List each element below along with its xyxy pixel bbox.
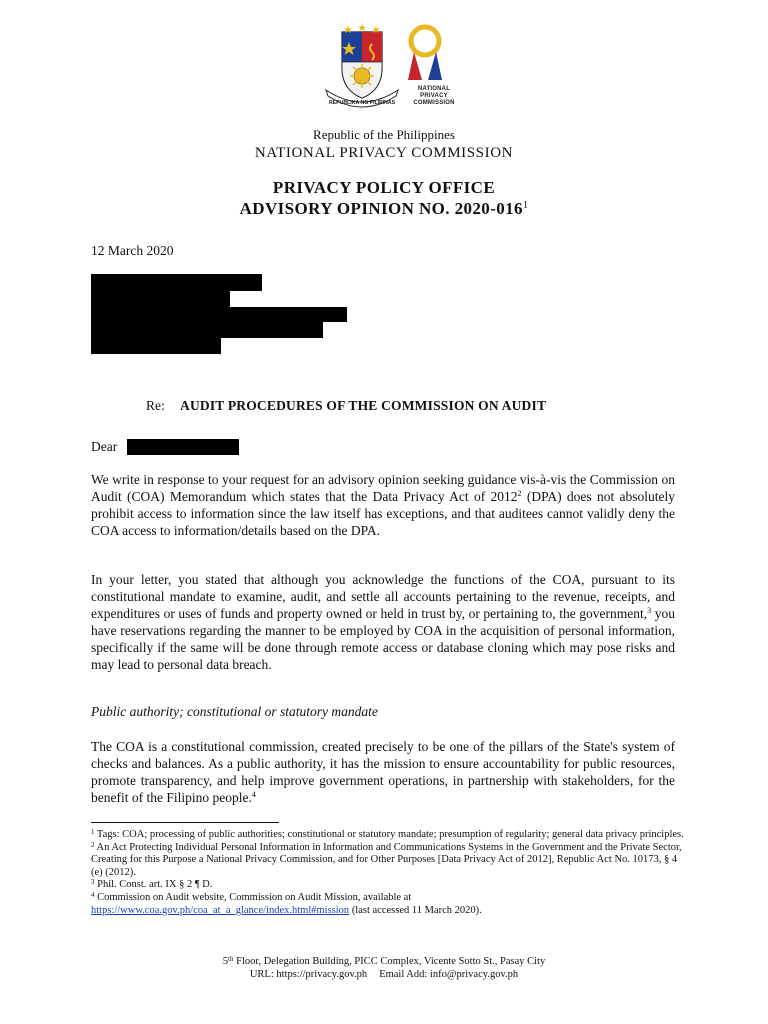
npc-word-2: PRIVACY: [420, 93, 448, 99]
footnote-2-number: 2: [91, 840, 95, 849]
footnote-4: [91, 892, 691, 917]
footnote-2-text: An Act Protecting Individual Personal Information in Information and Communications Systems in the Government and the Private Sector, Creating for this Purpose a National Privacy Commission, and for Other Purposes [Data Privacy Act of 2012], Republic Act No. 10173, § 4 (e) (2012).: [91, 841, 682, 878]
footer-email[interactable]: Email Add: info@privacy.gov.ph: [379, 968, 519, 980]
paragraph-concerns: [91, 571, 675, 673]
footnote-separator: [91, 822, 279, 823]
re-subject: AUDIT PROCEDURES OF THE COMMISSION ON AUDIT: [180, 398, 547, 413]
salutation: [91, 439, 117, 455]
letterhead-logos: [320, 24, 460, 116]
npc-word-1: NATIONAL: [417, 86, 451, 92]
p2-text-b: you have reservations regarding the manner to be employed by COA in the acquisition of personal information, specifically if the same will be done through remote access or database cloning which may pose risks and may lead to personal data breach.: [91, 606, 676, 672]
footnote-1-text: Tags: COA; processing of public authorities; constitutional or statutory mandate; presumption of regularity; general data privacy principles.: [94, 829, 684, 840]
npc-logo-wordmark: [404, 86, 464, 107]
footer-contact: [0, 969, 768, 982]
p1-text-b: (DPA) does not absolutely prohibit access to information since the law itself has exceptions, and that auditees cannot validly deny the COA access to information/details based on the DPA.: [91, 489, 675, 538]
footnote-4-text: Commission on Audit website, Commission on Audit Mission, available at: [94, 891, 412, 903]
p1-footnote-ref: 2: [517, 489, 522, 498]
redacted-address-line-4: [91, 322, 323, 338]
footer-floor-number: 5: [222, 956, 229, 967]
npc-keyhole-logo-icon: [402, 24, 448, 86]
footnote-1-number: 1: [91, 828, 95, 836]
commission-heading: NATIONAL PRIVACY COMMISSION: [254, 145, 514, 161]
footnote-3-text: Phil. Const. art. IX § 2 ¶ D.: [94, 879, 213, 891]
footnote-1: [91, 829, 691, 842]
footer-url[interactable]: URL: https://privacy.gov.ph: [249, 968, 368, 980]
opinion-number: ADVISORY OPINION NO. 2020-016: [239, 199, 523, 218]
footnotes: [91, 829, 691, 917]
npc-word-3: COMMISSION: [413, 100, 455, 106]
p2-text-a: In your letter, you stated that although you acknowledge the functions of the COA, pursuant to its constitutional mandate to examine, audit, and settle all accounts pertaining to the revenue, receipts, and expenditures or uses of funds and property owned or held in trust by, or pertaining to, the government,: [91, 572, 675, 621]
republic-heading: Republic of the Philippines: [313, 127, 455, 142]
salutation-text: Dear: [91, 439, 118, 454]
paragraph-request: [91, 471, 675, 539]
page-footer: [0, 956, 768, 981]
redacted-address-line-5: [91, 338, 221, 354]
redacted-address-line-1: [91, 274, 262, 291]
redacted-address-line-3: [91, 307, 347, 322]
footnote-4-accessed: (last accessed 11 March 2020).: [349, 904, 482, 916]
opinion-footnote-ref: 1: [522, 200, 529, 211]
re-label: Re:: [146, 398, 165, 413]
footnote-3: [91, 879, 691, 892]
footer-address: [0, 956, 768, 969]
section-heading: Public authority; constitutional or statutory mandate: [91, 704, 378, 719]
footer-floor-suffix: th: [228, 955, 234, 963]
letter-date: 12 March 2020: [91, 243, 174, 258]
p2-footnote-ref: 3: [647, 606, 652, 615]
coa-mission-link[interactable]: https://www.coa.gov.ph/coa_at_a_glance/index.html#mission: [91, 904, 350, 916]
footnote-4-number: 4: [91, 890, 95, 899]
re-line: [146, 398, 546, 414]
philippine-seal-icon: [320, 24, 404, 108]
footnote-2: [91, 842, 691, 880]
redacted-address-line-2: [91, 291, 230, 307]
p3-footnote-ref: 4: [251, 790, 256, 799]
footer-address-text: Floor, Delegation Building, PICC Complex, Vicente Sotto St., Pasay City: [233, 956, 546, 967]
footnote-3-number: 3: [91, 878, 95, 887]
opinion-title: [0, 199, 768, 219]
p3-text: The COA is a constitutional commission, created precisely to be one of the pillars of the State's system of checks and balances. As a public authority, it has the mission to ensure accountability for public resources, promote transparency, and help improve government operations, in partnership with stakeholders, for the benefit of the Filipino people.: [91, 739, 675, 805]
office-title: PRIVACY POLICY OFFICE: [272, 178, 496, 197]
redacted-addressee-name: [127, 439, 239, 455]
svg-text:REPUBLIKA NG PILIPINAS: REPUBLIKA NG PILIPINAS: [328, 100, 396, 106]
p1-text-a: We write in response to your request for an advisory opinion seeking guidance vis-à-vis the Commission on Audit (COA) Memorandum which states that the Data Privacy Act of 2012: [91, 472, 675, 504]
paragraph-coa-role: [91, 738, 675, 806]
